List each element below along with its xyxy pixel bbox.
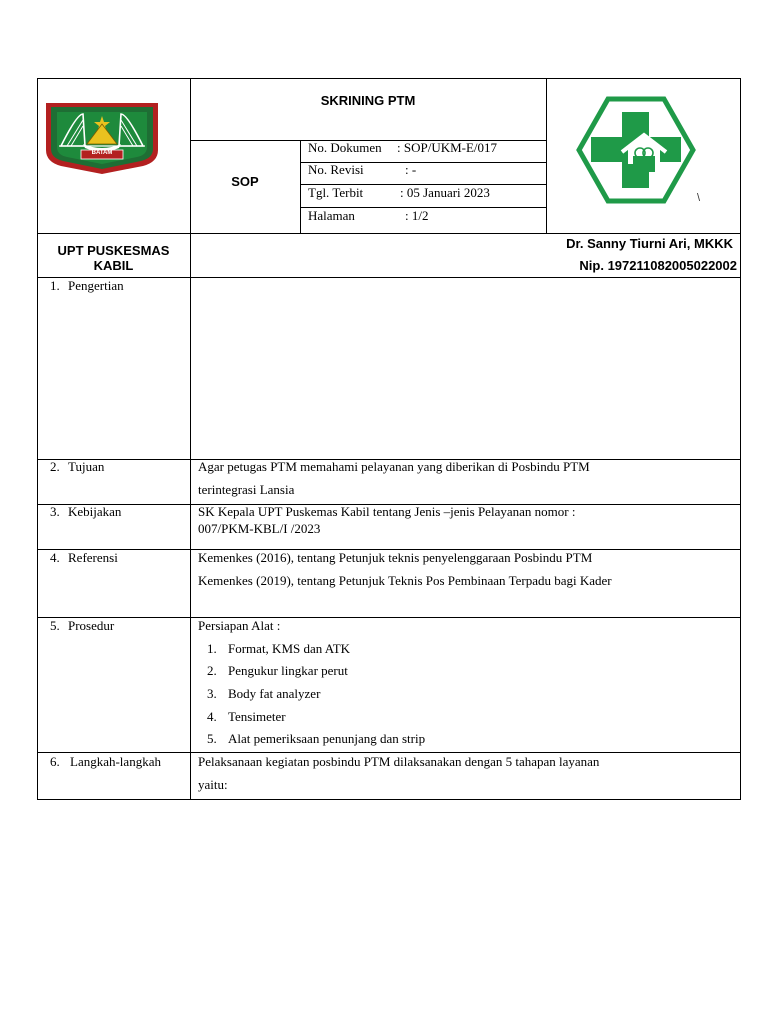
langkah-text-line2: yaitu:: [198, 777, 228, 792]
referensi-text-line2: Kemenkes (2019), tentang Petunjuk Teknis Pos Pembinaan Terpadu bagi Kader: [198, 573, 612, 588]
list-item-number: 1.: [207, 641, 217, 656]
meta-label-halaman: Halaman: [308, 208, 355, 223]
document-title: SKRINING PTM: [320, 93, 416, 108]
sop-label: SOP: [231, 174, 259, 189]
batam-emblem-label: BATAM: [91, 150, 113, 156]
kebijakan-text-line2: 007/PKM-KBL/I /2023: [198, 521, 321, 536]
meta-label-tgl-terbit: Tgl. Terbit: [308, 185, 364, 200]
tujuan-text-line1: Agar petugas PTM memahami pelayanan yang diberikan di Posbindu PTM: [198, 459, 590, 474]
body-table: [37, 277, 741, 800]
referensi-text-line1: Kemenkes (2016), tentang Petunjuk teknis penyelenggaraan Posbindu PTM: [198, 550, 593, 565]
section-number-langkah: 6.: [50, 754, 60, 769]
kemenkes-logo-icon: [576, 96, 696, 204]
section-label-referensi: Referensi: [68, 550, 118, 565]
list-item: Format, KMS dan ATK: [228, 641, 351, 656]
logo-stray-mark: \: [697, 192, 701, 204]
list-item: Pengukur lingkar perut: [228, 663, 348, 678]
meta-value-no-revisi: : -: [405, 162, 417, 177]
meta-value-halaman: : 1/2: [405, 208, 429, 223]
list-item: Tensimeter: [228, 709, 286, 724]
tujuan-text-line2: terintegrasi Lansia: [198, 482, 295, 497]
unit-name-line1: UPT PUSKESMAS: [57, 243, 170, 258]
body-column-divider: [190, 277, 191, 800]
row-line-langkah: [37, 752, 741, 753]
prosedur-intro: Persiapan Alat :: [198, 618, 281, 633]
signer-nip: Nip. 197211082005022002: [579, 258, 737, 273]
section-label-langkah: Langkah-langkah: [70, 754, 161, 769]
row-line-prosedur: [37, 617, 741, 618]
section-label-prosedur: Prosedur: [68, 618, 115, 633]
list-item-number: 5.: [207, 731, 217, 746]
section-label-pengertian: Pengertian: [68, 278, 124, 293]
meta-label-no-dokumen: No. Dokumen: [308, 140, 382, 155]
sop-meta-divider: [300, 140, 301, 233]
section-label-tujuan: Tujuan: [68, 459, 105, 474]
section-number-tujuan: 2.: [50, 459, 60, 474]
section-number-kebijakan: 3.: [50, 504, 60, 519]
unit-name-line2: KABIL: [93, 258, 134, 273]
header-bottom-row-line: [37, 233, 741, 234]
header-divider-right: [546, 78, 547, 233]
batam-city-emblem-icon: [43, 100, 161, 176]
meta-value-tgl-terbit: : 05 Januari 2023: [400, 185, 490, 200]
section-label-kebijakan: Kebijakan: [68, 504, 122, 519]
kebijakan-text-line1: SK Kepala UPT Puskemas Kabil tentang Jenis –jenis Pelayanan nomor :: [198, 504, 576, 519]
signer-name: Dr. Sanny Tiurni Ari, MKKK: [566, 236, 733, 251]
section-number-pengertian: 1.: [50, 278, 60, 293]
meta-value-no-dokumen: : SOP/UKM-E/017: [397, 140, 498, 155]
list-item: Alat pemeriksaan penunjang dan strip: [228, 731, 426, 746]
section-number-referensi: 4.: [50, 550, 60, 565]
list-item-number: 3.: [207, 686, 217, 701]
list-item-number: 2.: [207, 663, 217, 678]
langkah-text-line1: Pelaksanaan kegiatan posbindu PTM dilaksanakan dengan 5 tahapan layanan: [198, 754, 600, 769]
meta-label-no-revisi: No. Revisi: [308, 162, 364, 177]
section-number-prosedur: 5.: [50, 618, 60, 633]
list-item: Body fat analyzer: [228, 686, 321, 701]
list-item-number: 4.: [207, 709, 217, 724]
